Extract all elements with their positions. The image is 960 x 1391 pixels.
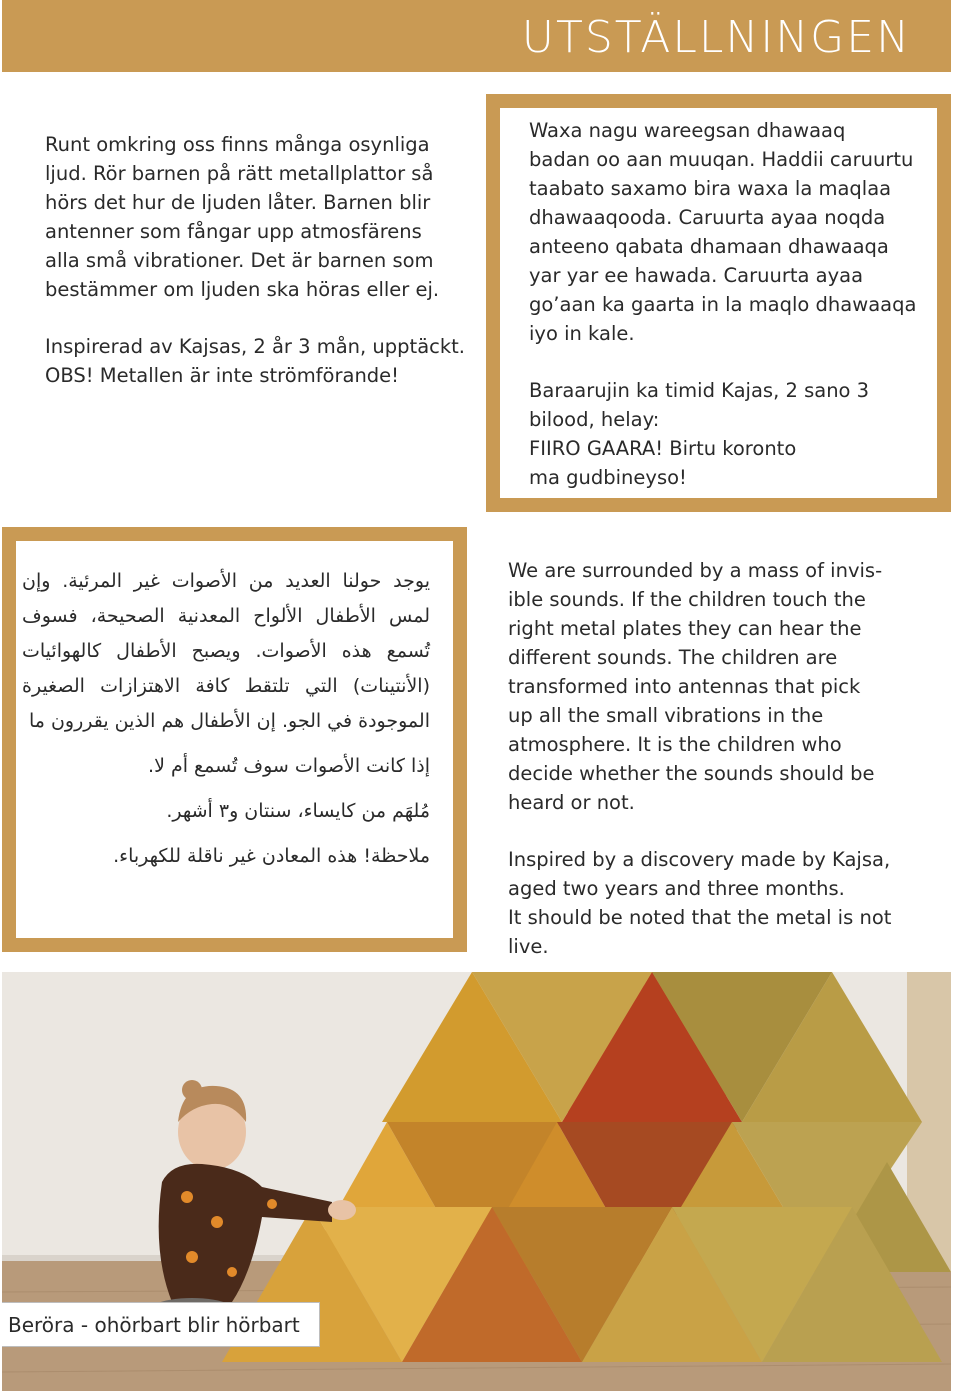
swedish-paragraph-2: Inspirerad av Kajsas, 2 år 3 mån, upptäckt. OBS! Metallen är inte strömförande! (45, 335, 466, 387)
arabic-paragraph-4: ملاحظة! هذه المعادن غير ناقلة للكهرباء. (113, 845, 430, 867)
header-bar (2, 0, 951, 72)
swedish-text-block (45, 130, 465, 390)
photo-caption: Beröra - ohörbart blir hörbart (8, 1313, 300, 1337)
english-paragraph-1: We are surrounded by a mass of invis- ible sounds. If the children touch the right metal plates they can hear the different sounds. The children are transformed into antennas that pick up all the small vibrations in the atmosphere. It is the children who decide whether the sounds should be heard or not. (508, 559, 883, 814)
arabic-text-block (22, 564, 430, 874)
arabic-paragraph-1: يوجد حولنا العديد من الأصوات غير المرئية. وإن لمس الأطفال الألواح المعدنية الصحيحة، فسوف تُسمع هذه الأصوات. ويصبح الأطفال كالهوائيات (الأنتينات) التي تلتقط كافة الاهتزازات الصغيرة الموجودة في الجو. إن الأطفال هم الذين يقررون ما (22, 570, 430, 732)
photo-caption-box (2, 1302, 320, 1347)
somali-paragraph-2: Baraarujin ka timid Kajas, 2 sano 3 bilood, helay: FIIRO GAARA! Birtu koronto ma gudbineyso! (529, 379, 870, 489)
english-text-block (508, 556, 908, 961)
arabic-paragraph-3: مُلهَم من كايساء، سنتان و٣ أشهر. (166, 800, 430, 822)
english-paragraph-2: Inspired by a discovery made by Kajsa, aged two years and three months. It should be noted that the metal is not live. (508, 848, 892, 958)
page-title: UTSTÄLLNINGEN (521, 12, 911, 63)
somali-text-block (529, 116, 929, 492)
somali-paragraph-1: Waxa nagu wareegsan dhawaaq badan oo aan muuqan. Haddii caruurtu taabato saxamo bira waxa la maqlaa dhawaaqooda. Caruurta ayaa noqda anteeno qabata dhamaan dhawaaqa yar yar ee hawada. Caruurta ayaa go’aan ka gaarta in la maqlo dhawaaqa iyo in kale. (529, 119, 917, 345)
swedish-paragraph-1: Runt omkring oss finns många osynliga ljud. Rör barnen på rätt metallplattor så hörs det hur de ljuden låter. Barnen blir antenner som fångar upp atmosfärens alla små vibrationer. Det är barnen som bestämmer om ljuden ska höras eller ej. (45, 133, 440, 301)
arabic-paragraph-2: إذا كانت الأصوات سوف تُسمع أم لا. (148, 755, 430, 777)
